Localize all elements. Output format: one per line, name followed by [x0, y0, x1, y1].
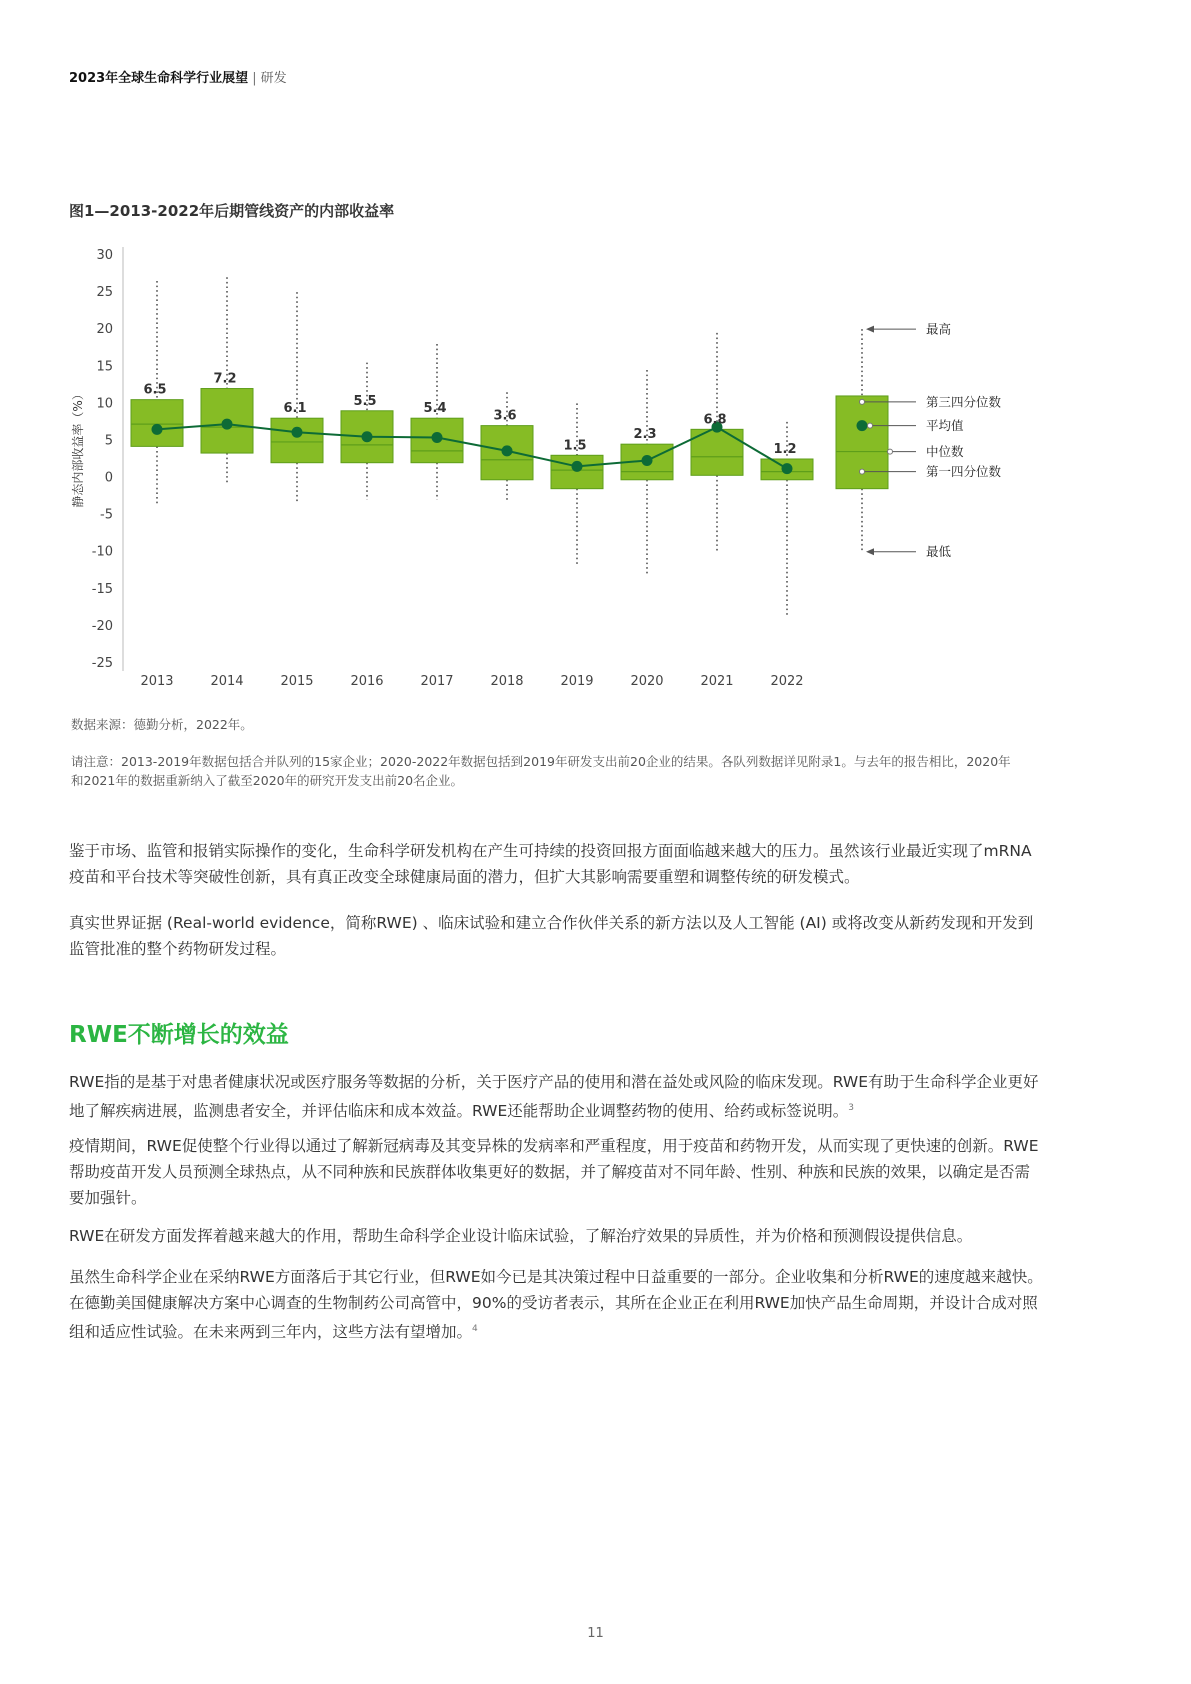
legend-arrowhead-min — [866, 548, 874, 555]
x-tick-label: 2022 — [770, 674, 804, 689]
page-number: 11 — [587, 1626, 604, 1641]
figure-source: 数据来源：德勤分析，2022年。 — [71, 717, 253, 732]
paragraph-3 — [69, 1069, 1044, 1124]
legend-label-max: 最高 — [926, 321, 952, 337]
mean-point — [432, 432, 443, 443]
x-tick-label: 2018 — [490, 674, 524, 689]
legend-label-q1: 第一四分位数 — [926, 464, 1002, 480]
mean-data-label: 2.3 — [633, 427, 657, 443]
y-tick-label: 15 — [96, 359, 113, 375]
mean-data-label: 1.2 — [773, 442, 797, 457]
mean-point — [572, 461, 583, 472]
legend-marker-median — [888, 449, 893, 454]
legend-marker-q3 — [860, 399, 865, 404]
x-tick-label: 2014 — [210, 674, 244, 689]
x-tick-label: 2016 — [350, 674, 384, 689]
paragraph-1: 鉴于市场、监管和报销实际操作的变化，生命科学研发机构在产生可持续的投资回报方面面临越来越大的压力。虽然该行业最近实现了mRNA疫苗和平台技术等突破性创新，具有真正改变全球健康局面的潜力，但扩大其影响需要重塑和调整传统的研发模式。 — [69, 842, 1032, 886]
mean-data-label: 7.2 — [213, 371, 237, 387]
y-tick-label: -20 — [91, 618, 113, 634]
irr-box-chart — [60, 235, 1040, 705]
figure-note: 请注意：2013-2019年数据包括合并队列的15家企业；2020-2022年数据包括到2019年研发支出前20企业的结果。各队列数据详见附录1。与去年的报告相比，2020年和2021年的数据重新纳入了截至2020年的研究开发支出前20名企业。 — [71, 754, 1011, 788]
legend-arrowhead-max — [866, 326, 874, 333]
mean-data-label: 6.8 — [703, 412, 727, 428]
box-2019 — [551, 455, 603, 488]
figure-title: 图1—2013-2022年后期管线资产的内部收益率 — [69, 202, 395, 220]
y-tick-label: 0 — [104, 470, 113, 486]
x-tick-label: 2017 — [420, 674, 454, 689]
header-separator: | — [252, 71, 257, 86]
mean-data-label: 1.5 — [563, 438, 587, 454]
paragraph-4: 疫情期间，RWE促使整个行业得以通过了解新冠病毒及其变异株的发病率和严重程度，用于疫苗和药物开发，从而实现了更快速的创新。RWE帮助疫苗开发人员预测全球热点，从不同种族和民族群体收集更好的数据，并了解疫苗对不同年龄、性别、种族和民族的效果，以确定是否需要加强针。 — [69, 1137, 1039, 1207]
paragraph-2: 真实世界证据 (Real-world evidence，简称RWE) 、临床试验和建立合作伙伴关系的新方法以及人工智能 (AI) 或将改变从新药发现和开发到监管批准的整个药物研发过程。 — [69, 914, 1034, 958]
section-name: 研发 — [260, 71, 287, 86]
mean-point — [152, 424, 163, 435]
page-header — [69, 67, 287, 86]
legend-label-q3: 第三四分位数 — [926, 394, 1002, 410]
mean-point — [222, 419, 233, 430]
mean-data-label: 5.4 — [423, 401, 447, 417]
paragraph-3-text: RWE指的是基于对患者健康状况或医疗服务等数据的分析，关于医疗产品的使用和潜在益处或风险的临床发现。RWE有助于生命科学企业更好地了解疾病进展，监测患者安全，并评估临床和成本效益。RWE还能帮助企业调整药物的使用、给药或标签说明。 — [69, 1073, 1039, 1121]
y-tick-label: 10 — [96, 396, 113, 412]
x-tick-label: 2020 — [630, 674, 664, 689]
x-tick-label: 2021 — [700, 674, 734, 689]
legend-label-mean: 平均值 — [926, 418, 964, 434]
mean-point — [292, 427, 303, 438]
mean-point — [642, 455, 653, 466]
y-tick-label: -10 — [91, 544, 113, 560]
mean-point — [502, 445, 513, 456]
box-2015 — [271, 418, 323, 463]
footnote-ref-3[interactable]: 3 — [848, 1103, 854, 1113]
y-tick-label: 20 — [96, 322, 113, 338]
y-tick-label: -15 — [91, 581, 113, 597]
paragraph-6 — [69, 1264, 1044, 1345]
legend-box — [836, 396, 888, 489]
y-axis-label: 静态内部收益率（%） — [71, 388, 85, 508]
box-2013 — [131, 400, 183, 447]
x-tick-label: 2019 — [560, 674, 594, 689]
section-heading: RWE不断增长的效益 — [69, 1022, 289, 1048]
y-tick-label: 25 — [96, 285, 113, 301]
footnote-ref-4[interactable]: 4 — [472, 1324, 478, 1334]
legend-marker-mean — [868, 423, 873, 428]
legend-marker-q1 — [860, 469, 865, 474]
mean-data-label: 6.5 — [143, 382, 167, 398]
legend-mean-point — [857, 420, 868, 431]
legend-label-min: 最低 — [926, 544, 952, 560]
x-tick-label: 2015 — [280, 674, 314, 689]
legend-label-median: 中位数 — [926, 444, 964, 460]
y-tick-label: -25 — [91, 656, 113, 671]
paragraph-5: RWE在研发方面发挥着越来越大的作用，帮助生命科学企业设计临床试验，了解治疗效果的异质性，并为价格和预测假设提供信息。 — [69, 1227, 973, 1245]
paragraph-6-text: 虽然生命科学企业在采纳RWE方面落后于其它行业，但RWE如今已是其决策过程中日益重要的一部分。企业收集和分析RWE的速度越来越快。在德勤美国健康解决方案中心调查的生物制药公司高管中，90%的受访者表示，其所在企业正在利用RWE加快产品生命周期，并设计合成对照组和适应性试验。在未来两到三年内，这些方法有望增加。 — [69, 1268, 1043, 1342]
report-title: 2023年全球生命科学行业展望 — [69, 71, 249, 86]
mean-data-label: 5.5 — [353, 393, 377, 409]
mean-data-label: 6.1 — [283, 401, 307, 417]
y-tick-label: 30 — [96, 248, 113, 263]
x-tick-label: 2013 — [140, 674, 174, 689]
y-tick-label: -5 — [100, 507, 113, 523]
mean-data-label: 3.6 — [493, 408, 517, 424]
y-tick-label: 5 — [104, 433, 113, 449]
mean-point — [362, 431, 373, 442]
mean-point — [782, 463, 793, 474]
